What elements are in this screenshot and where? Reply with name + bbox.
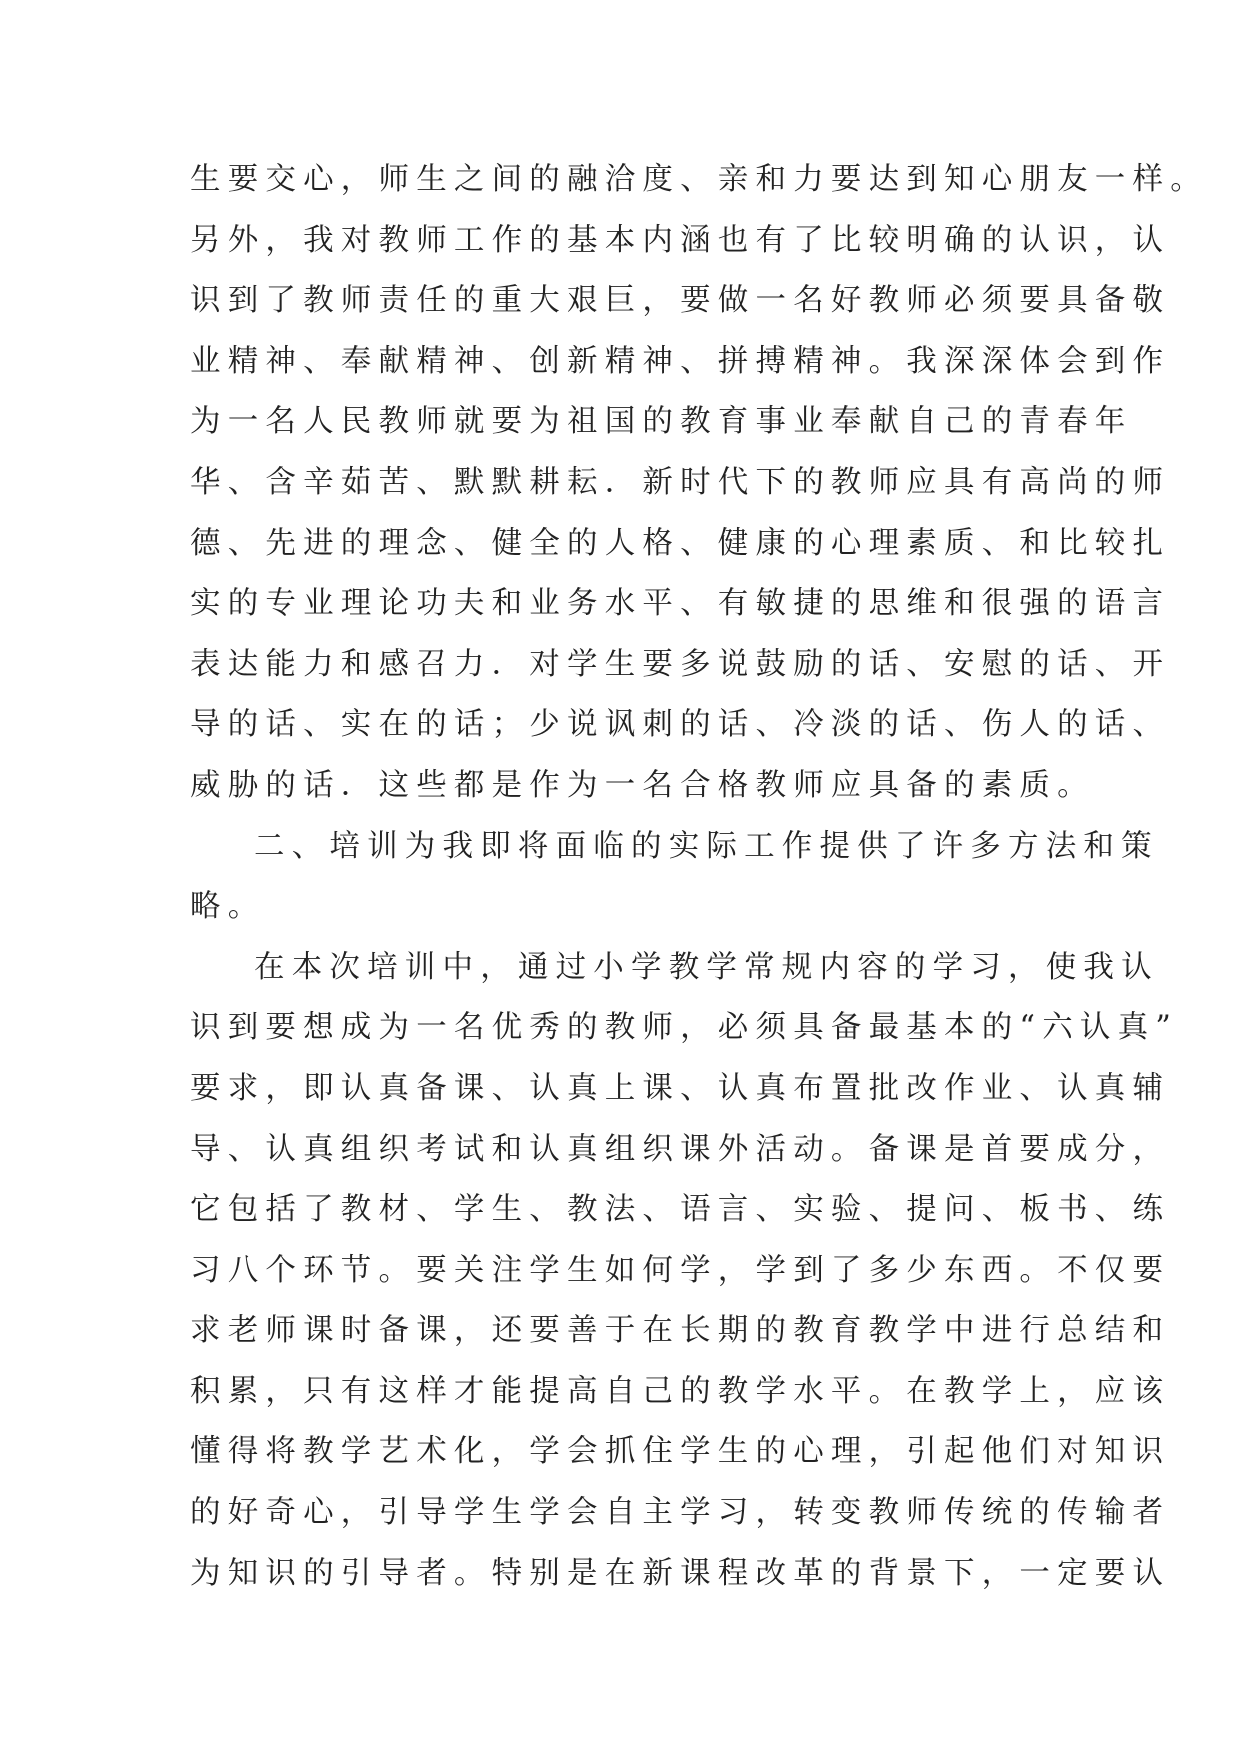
paragraph-start-line: 在本次培训中，通过小学教学常规内容的学习，使我认 [254,949,1159,985]
text-line: 的好奇心，引导学生学会自主学习，转变教师传统的传输者 [190,1495,1171,1531]
text-line: 业精神、奉献精神、创新精神、拼搏精神。我深深体会到作 [190,343,1171,379]
text-line: 德、先进的理念、健全的人格、健康的心理素质、和比较扎 [190,525,1171,561]
text-line: 导的话、实在的话；少说讽刺的话、冷淡的话、伤人的话、 [190,707,1171,743]
text-line: 识到了教师责任的重大艰巨，要做一名好教师必须要具备敬 [190,283,1171,319]
text-line: 实的专业理论功夫和业务水平、有敏捷的思维和很强的语言 [190,586,1171,622]
text-line: 习八个环节。要关注学生如何学，学到了多少东西。不仅要 [190,1252,1171,1288]
text-line: 华、含辛茹苦、默默耕耘．新时代下的教师应具有高尚的师 [190,464,1171,500]
text-line: 识到要想成为一名优秀的教师，必须具备最基本的“六认真” [190,1010,1179,1046]
text-line: 积累，只有这样才能提高自己的教学水平。在教学上，应该 [190,1373,1171,1409]
text-line: 生要交心，师生之间的融洽度、亲和力要达到知心朋友一样。 [190,162,1208,197]
text-line: 它包括了教材、学生、教法、语言、实验、提问、板书、练 [190,1192,1171,1228]
section-heading-line: 二、培训为我即将面临的实际工作提供了许多方法和策 [254,828,1159,864]
text-line: 为知识的引导者。特别是在新课程改革的背景下，一定要认 [190,1555,1171,1591]
text-line: 另外，我对教师工作的基本内涵也有了比较明确的认识，认 [190,222,1171,258]
body-text [190,150,1208,1604]
text-line: 略。 [190,889,266,925]
text-line: 要求，即认真备课、认真上课、认真布置批改作业、认真辅 [190,1070,1171,1106]
text-line: 求老师课时备课，还要善于在长期的教育教学中进行总结和 [190,1313,1171,1349]
text-line: 表达能力和感召力．对学生要多说鼓励的话、安慰的话、开 [190,646,1171,682]
text-line: 为一名人民教师就要为祖国的教育事业奉献自己的青春年 [190,404,1133,440]
text-line: 威胁的话．这些都是作为一名合格教师应具备的素质。 [190,767,1095,803]
text-line: 导、认真组织考试和认真组织课外活动。备课是首要成分， [190,1131,1171,1167]
text-line: 懂得将教学艺术化，学会抓住学生的心理，引起他们对知识 [190,1434,1171,1470]
